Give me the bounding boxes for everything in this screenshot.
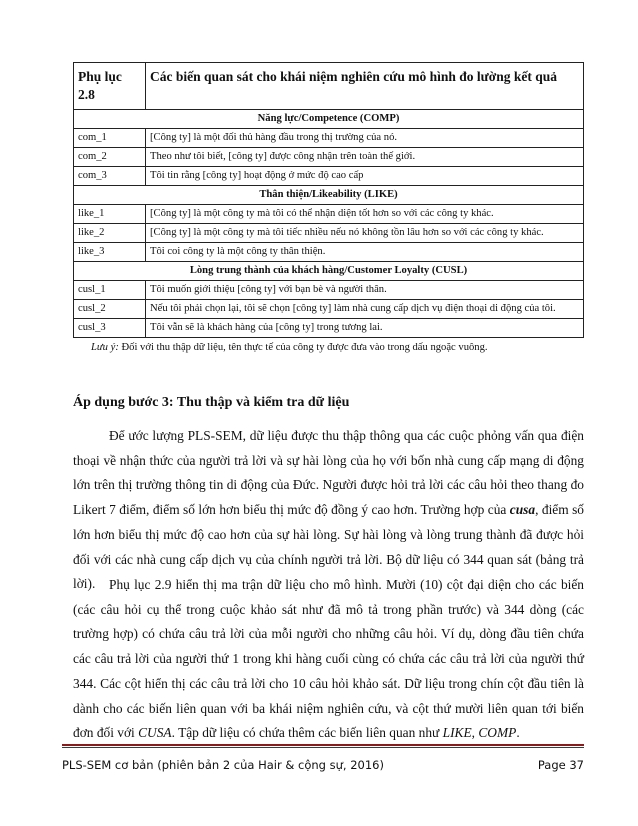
paragraph-2: Phụ lục 2.9 hiển thị ma trận dữ liệu cho mô hình. Mười (10) cột đại diện cho các biến (các câu hỏi cụ thể trong cuộc khảo sát như đã mô tả trong phần trước) và 344 dòng (các trường hợp) có chứa câu trả lời của mỗi người cho những câu hỏi. Ví dụ, dòng đầu tiên chứa các câu trả lời của người thứ 1 trong khi hàng cuối cùng có chứa các câu trả lời của người thứ 344. Các cột hiển thị các câu trả lời cho 10 câu hỏi khảo sát. Dữ liệu trong chín cột đầu tiên là dành cho các biến liên quan với ba khái niệm nghiên cứu, và cột thứ mười liên quan tới biến đơn đối với CUSA. Tập dữ liệu có chứa thêm các biến liên quan như LIKE, COMP. [73, 577, 584, 741]
page-footer [62, 758, 584, 772]
emphasis-cusa: cusa [509, 502, 536, 518]
item-code: cusl_2 [74, 300, 146, 319]
item-code: com_1 [74, 129, 146, 148]
item-code: like_1 [74, 205, 146, 224]
item-code: cusl_3 [74, 319, 146, 338]
table-row [74, 224, 584, 243]
table-row [74, 319, 584, 338]
item-text: [Công ty] là một công ty mà tôi có thể nhận diện tốt hơn so với các công ty khác. [146, 205, 584, 224]
table-row [74, 148, 584, 167]
section-title: Năng lực/Competence (COMP) [74, 110, 584, 129]
table-row [74, 167, 584, 186]
emphasis-comp: COMP [478, 725, 517, 741]
table-row [74, 243, 584, 262]
item-code: like_3 [74, 243, 146, 262]
appendix-code: Phụ lục 2.8 [74, 63, 146, 110]
emphasis-like: LIKE [442, 725, 472, 741]
paragraph-1: Để ước lượng PLS-SEM, dữ liệu được thu thập thông qua các cuộc phỏng vấn qua điện thoại về nhận thức của người trả lời và sự hài lòng của họ với bốn nhà cung cấp mạng di động lớn trên thị trường thông tin di động của Đức. Người được hỏi trả lời các câu hỏi theo thang đo Likert 7 điểm, điểm số lớn hơn biểu thị mức độ đồng ý cao hơn. Trường hợp của cusa, điểm số lớn hơn biểu thị mức độ cao hơn của sự hài lòng. Sự hài lòng và lòng trung thành đã được hỏi đối với các nhà cung cấp dịch vụ của chính người trả lời. Bộ dữ liệu có 344 quan sát (bảng trả lời). [73, 428, 584, 592]
table-row [74, 300, 584, 319]
note-label: Lưu ý: [91, 342, 119, 353]
note-text: Đối với thu thập dữ liệu, tên thực tế của công ty được đưa vào trong dấu ngoặc vuông. [118, 342, 488, 353]
item-text: Tôi coi công ty là một công ty thân thiện. [146, 243, 584, 262]
item-text: Theo như tôi biết, [công ty] được công nhận trên toàn thế giới. [146, 148, 584, 167]
section-row-like [74, 186, 584, 205]
appendix-table [73, 62, 584, 338]
section-heading: Áp dụng bước 3: Thu thập và kiểm tra dữ liệu [73, 395, 350, 410]
item-text: Tôi vẫn sẽ là khách hàng của [công ty] trong tương lai. [146, 319, 584, 338]
table-header-row [74, 63, 584, 110]
section-title: Thân thiện/Likeability (LIKE) [74, 186, 584, 205]
item-code: com_3 [74, 167, 146, 186]
item-text: [Công ty] là một đối thủ hàng đầu trong thị trường của nó. [146, 129, 584, 148]
emphasis-cusa-var: CUSA [138, 725, 172, 741]
item-text: Tôi tin rằng [công ty] hoạt động ở mức độ cao cấp [146, 167, 584, 186]
appendix-title: Các biến quan sát cho khái niệm nghiên cứu mô hình đo lường kết quả [146, 63, 584, 110]
appendix-table-container [73, 62, 584, 338]
footer-divider [62, 744, 584, 746]
section-row-cusl [74, 262, 584, 281]
footer-divider-thin [62, 747, 584, 748]
page-number: Page 37 [537, 758, 584, 772]
table-note [91, 342, 488, 353]
table-row [74, 281, 584, 300]
item-text: [Công ty] là một công ty mà tôi tiếc nhiều nếu nó không tồn lâu hơn so với các công ty khác. [146, 224, 584, 243]
item-code: com_2 [74, 148, 146, 167]
item-code: like_2 [74, 224, 146, 243]
section-title: Lòng trung thành của khách hàng/Customer Loyalty (CUSL) [74, 262, 584, 281]
section-row-comp [74, 110, 584, 129]
table-row [74, 205, 584, 224]
footer-book-title: PLS-SEM cơ bản (phiên bản 2 của Hair & cộng sự, 2016) [62, 758, 384, 772]
item-code: cusl_1 [74, 281, 146, 300]
item-text: Nếu tôi phải chọn lại, tôi sẽ chọn [công ty] làm nhà cung cấp dịch vụ điện thoại di động của tôi. [146, 300, 584, 319]
item-text: Tôi muốn giới thiệu [công ty] với bạn bè và người thân. [146, 281, 584, 300]
table-row [74, 129, 584, 148]
